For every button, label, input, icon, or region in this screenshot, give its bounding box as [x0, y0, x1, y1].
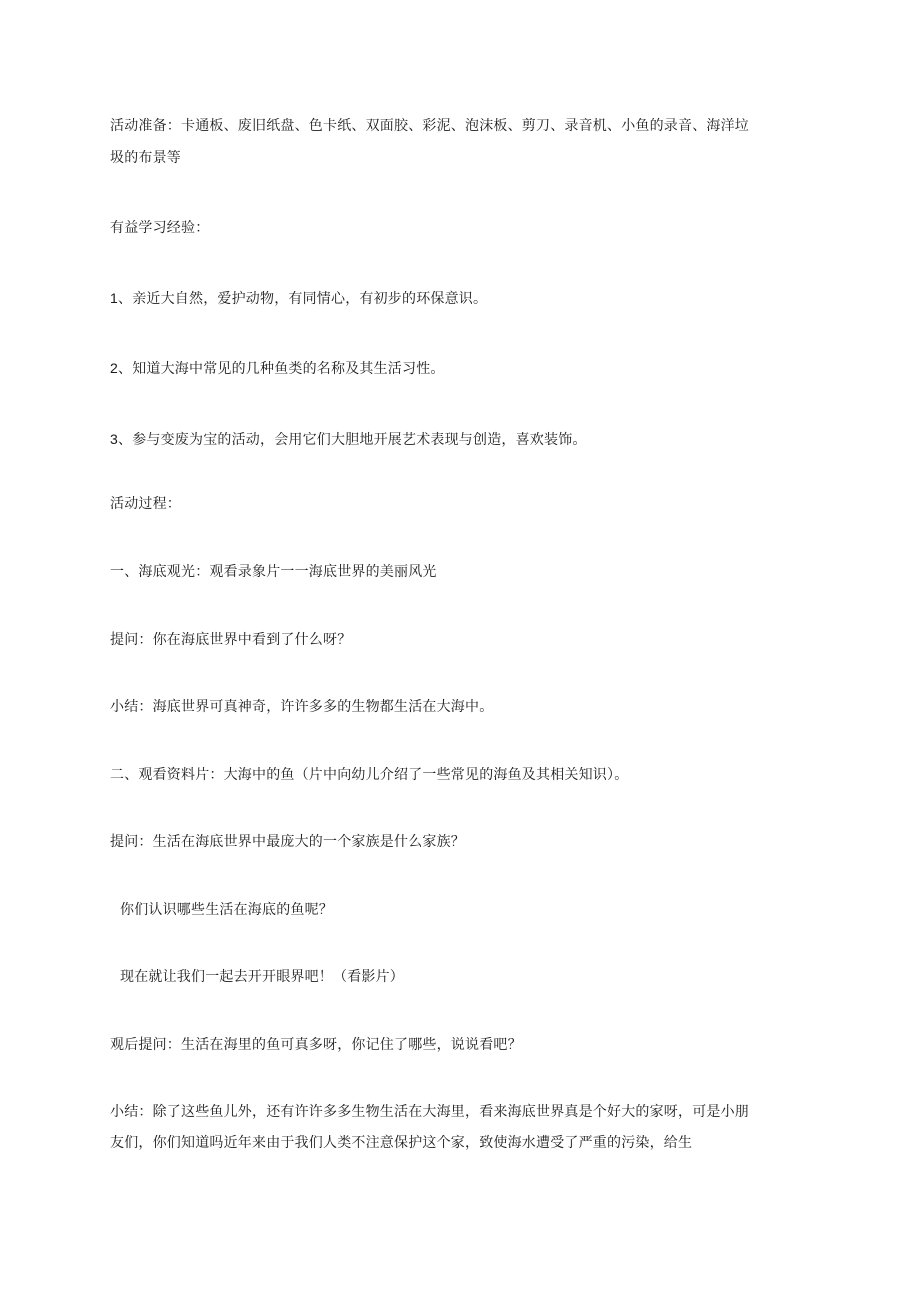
goal-text: 、知道大海中常见的几种鱼类的名称及其生活习性。 — [118, 361, 445, 377]
step2-question: 提问：生活在海底世界中最庞大的一个家族是什么家族？ — [110, 834, 465, 850]
process-heading: 活动过程： — [110, 496, 181, 512]
step2-after-question: 观后提问：生活在海里的鱼可真多呀，你记住了哪些，说说看吧？ — [110, 1037, 522, 1053]
step1-summary: 小结：海底世界可真神奇，许许多多的生物都生活在大海中。 — [110, 699, 494, 715]
goal-item-2 — [110, 354, 790, 383]
learning-heading: 有益学习经验： — [110, 220, 210, 236]
step2-sub-question-2: 现在就让我们一起去开开眼界吧！（看影片） — [120, 969, 404, 985]
goal-number: 1 — [110, 290, 118, 306]
step1-question: 提问：你在海底世界中看到了什么呀？ — [110, 632, 352, 648]
goal-text: 、参与变废为宝的活动，会用它们大胆地开展艺术表现与创造，喜欢装饰。 — [118, 432, 587, 448]
goal-number: 2 — [110, 360, 118, 376]
step2-summary-line-1: 小结：除了这些鱼儿外，还有许许多多生物生活在大海里，看来海底世界真是个好大的家呀，可是小朋 — [110, 1104, 749, 1120]
step2-sub-question-1: 你们认识哪些生活在海底的鱼呢？ — [120, 902, 333, 918]
goal-number: 3 — [110, 431, 118, 447]
step2-summary-line-2: 友们，你们知道吗近年来由于我们人类不注意保护这个家，致使海水遭受了严重的污染，给生 — [110, 1135, 693, 1151]
preparation-line-2: 圾的布景等 — [110, 150, 181, 166]
preparation-line-1: 活动准备：卡通板、废旧纸盘、色卡纸、双面胶、彩泥、泡沫板、剪刀、录音机、小鱼的录音、海洋垃 — [110, 118, 749, 134]
goal-item-3 — [110, 425, 790, 454]
step2-title: 二、观看资料片：大海中的鱼（片中向幼儿介绍了一些常见的海鱼及其相关知识）。 — [110, 767, 629, 783]
goal-item-1 — [110, 284, 790, 313]
goal-text: 、亲近大自然，爱护动物，有同情心，有初步的环保意识。 — [118, 291, 488, 307]
step1-title: 一、海底观光：观看录象片一一海底世界的美丽风光 — [110, 564, 437, 580]
